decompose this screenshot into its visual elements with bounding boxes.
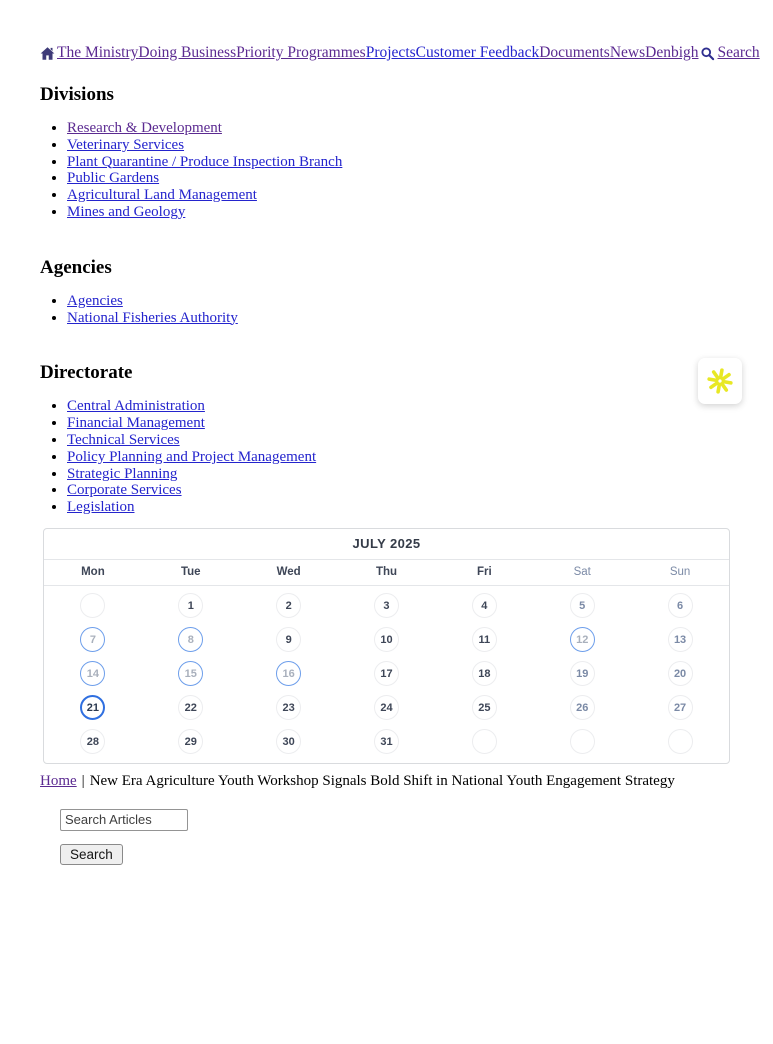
list-item (67, 154, 773, 171)
calendar-date-circle-10: 10 (374, 627, 399, 652)
calendar-date-circle-20: 20 (668, 661, 693, 686)
calendar-day-5 (533, 589, 631, 623)
breadcrumb-current-page: New Era Agriculture Youth Workshop Signals Bold Shift in National Youth Engagement Strategy (89, 772, 675, 789)
calendar-empty-circle (668, 729, 693, 754)
link-policy-planning-and-project-management[interactable]: Policy Planning and Project Management (67, 448, 317, 465)
nav-search-label[interactable]: Search (717, 44, 760, 61)
nav-link-documents[interactable]: Documents (539, 44, 610, 61)
calendar-day-9 (240, 623, 338, 657)
section-heading-directorate: Directorate (40, 362, 133, 384)
calendar-date-circle-9: 9 (276, 627, 301, 652)
calendar-date-circle-14[interactable]: 14 (80, 661, 105, 686)
home-icon[interactable] (40, 46, 55, 61)
calendar-day-13 (631, 623, 729, 657)
calendar-date-circle-15[interactable]: 15 (178, 661, 203, 686)
calendar-day-20 (631, 657, 729, 691)
calendar-day-26 (533, 691, 631, 725)
calendar-day-12 (533, 623, 631, 657)
calendar-date-circle-12[interactable]: 12 (570, 627, 595, 652)
nav-search-link[interactable] (699, 44, 760, 62)
calendar-date-circle-18: 18 (472, 661, 497, 686)
calendar-day-1 (142, 589, 240, 623)
section-list-divisions (40, 120, 773, 221)
link-technical-services[interactable]: Technical Services (67, 431, 180, 448)
calendar-day-25 (435, 691, 533, 725)
home-icon-glyph (40, 46, 55, 61)
list-item (67, 449, 773, 466)
calendar-empty-cell (533, 725, 631, 759)
calendar-day-22 (142, 691, 240, 725)
calendar-empty-cell (631, 725, 729, 759)
calendar-day-header-mon: Mon (81, 566, 105, 579)
list-item (67, 137, 773, 154)
list-item (67, 499, 773, 516)
link-financial-management[interactable]: Financial Management (67, 415, 205, 432)
nav-link-denbigh[interactable]: Denbigh (645, 44, 699, 61)
link-plant-quarantine-produce-inspection-branch[interactable]: Plant Quarantine / Produce Inspection Branch (67, 153, 343, 170)
breadcrumb-home-link[interactable]: Home (40, 772, 77, 789)
calendar-day-header-fri: Fri (477, 566, 492, 579)
nav-links (57, 44, 699, 62)
breadcrumb (40, 773, 773, 790)
breadcrumb-separator: | (81, 772, 85, 789)
calendar-date-circle-6: 6 (668, 593, 693, 618)
calendar-day-headers (44, 560, 729, 586)
calendar-day-header-thu: Thu (375, 566, 398, 579)
link-strategic-planning[interactable]: Strategic Planning (67, 465, 178, 482)
calendar-empty-circle (80, 593, 105, 618)
nav-link-doing-business[interactable]: Doing Business (138, 44, 237, 61)
calendar-day-3 (338, 589, 436, 623)
section-heading-divisions: Divisions (40, 84, 114, 105)
calendar-date-circle-2: 2 (276, 593, 301, 618)
link-national-fisheries-authority[interactable]: National Fisheries Authority (67, 309, 238, 326)
calendar-date-circle-27: 27 (668, 695, 693, 720)
calendar-day-24 (338, 691, 436, 725)
calendar-day-27 (631, 691, 729, 725)
sections-container (0, 84, 773, 516)
nav-link-projects[interactable]: Projects (365, 44, 416, 61)
calendar-day-header-wed: Wed (276, 566, 301, 579)
calendar-date-circle-23: 23 (276, 695, 301, 720)
list-item (67, 398, 773, 415)
list-item (67, 432, 773, 449)
top-nav (40, 44, 773, 62)
search-articles-button[interactable]: Search (60, 844, 123, 865)
calendar-day-2 (240, 589, 338, 623)
calendar-day-19 (533, 657, 631, 691)
calendar-day-8 (142, 623, 240, 657)
search-icon (700, 46, 715, 61)
link-legislation[interactable]: Legislation (67, 499, 135, 516)
list-item (67, 415, 773, 432)
calendar-day-6 (631, 589, 729, 623)
calendar-day-header-sat: Sat (573, 566, 591, 579)
calendar-date-circle-17: 17 (374, 661, 399, 686)
calendar-day-29 (142, 725, 240, 759)
calendar-day-11 (435, 623, 533, 657)
link-public-gardens[interactable]: Public Gardens (67, 170, 160, 187)
calendar-date-circle-16[interactable]: 16 (276, 661, 301, 686)
calendar-grid (44, 586, 729, 763)
calendar-date-circle-30: 30 (276, 729, 301, 754)
accessibility-widget-button[interactable] (698, 358, 742, 404)
list-item (67, 204, 773, 221)
calendar-day-10 (338, 623, 436, 657)
calendar-empty-cell (44, 589, 142, 623)
list-item (67, 310, 773, 327)
link-agricultural-land-management[interactable]: Agricultural Land Management (67, 187, 257, 204)
calendar-day-14 (44, 657, 142, 691)
calendar-day-23 (240, 691, 338, 725)
calendar-date-circle-4: 4 (472, 593, 497, 618)
calendar-date-circle-22: 22 (178, 695, 203, 720)
list-item (67, 466, 773, 483)
list-item (67, 170, 773, 187)
calendar-date-circle-31: 31 (374, 729, 399, 754)
calendar-date-circle-19: 19 (570, 661, 595, 686)
calendar-empty-circle (570, 729, 595, 754)
section-heading-agencies: Agencies (40, 256, 112, 278)
list-item (67, 120, 773, 137)
calendar-date-circle-3: 3 (374, 593, 399, 618)
nav-link-customer-feedback[interactable]: Customer Feedback (415, 44, 540, 61)
section-list-directorate (40, 398, 773, 516)
calendar-day-7 (44, 623, 142, 657)
calendar-day-17 (338, 657, 436, 691)
search-articles-input[interactable] (60, 809, 188, 831)
events-calendar (43, 528, 730, 764)
calendar-day-30 (240, 725, 338, 759)
link-corporate-services[interactable]: Corporate Services (67, 482, 182, 499)
calendar-date-circle-1: 1 (178, 593, 203, 618)
list-item (67, 482, 773, 499)
nav-link-news[interactable]: News (609, 44, 646, 61)
section-list-agencies (40, 293, 773, 327)
calendar-date-circle-24: 24 (374, 695, 399, 720)
calendar-day-15 (142, 657, 240, 691)
calendar-day-16 (240, 657, 338, 691)
calendar-date-circle-5: 5 (570, 593, 595, 618)
calendar-date-circle-29: 29 (178, 729, 203, 754)
calendar-date-circle-26: 26 (570, 695, 595, 720)
calendar-day-4 (435, 589, 533, 623)
link-research-development[interactable]: Research & Development (67, 120, 222, 136)
calendar-day-18 (435, 657, 533, 691)
list-item (67, 293, 773, 310)
calendar-day-header-tue: Tue (180, 566, 201, 579)
calendar-empty-circle (472, 729, 497, 754)
calendar-date-circle-8[interactable]: 8 (178, 627, 203, 652)
link-veterinary-services[interactable]: Veterinary Services (67, 136, 185, 153)
calendar-date-circle-11: 11 (472, 627, 497, 652)
nav-link-the-ministry[interactable]: The Ministry (57, 44, 139, 61)
link-mines-and-geology[interactable]: Mines and Geology (67, 203, 186, 220)
calendar-date-circle-7[interactable]: 7 (80, 627, 105, 652)
list-item (67, 187, 773, 204)
calendar-day-header-sun: Sun (669, 566, 691, 579)
nav-link-priority-programmes[interactable]: Priority Programmes (236, 44, 366, 61)
calendar-date-circle-28: 28 (80, 729, 105, 754)
calendar-date-circle-21[interactable]: 21 (80, 695, 105, 720)
calendar-title: JULY 2025 (44, 529, 729, 560)
link-agencies[interactable]: Agencies (67, 292, 123, 309)
calendar-empty-cell (435, 725, 533, 759)
calendar-day-28 (44, 725, 142, 759)
calendar-day-31 (338, 725, 436, 759)
asterisk-spinner-icon (706, 367, 734, 395)
link-central-administration[interactable]: Central Administration (67, 398, 205, 415)
calendar-date-circle-25: 25 (472, 695, 497, 720)
calendar-date-circle-13: 13 (668, 627, 693, 652)
calendar-day-21 (44, 691, 142, 725)
